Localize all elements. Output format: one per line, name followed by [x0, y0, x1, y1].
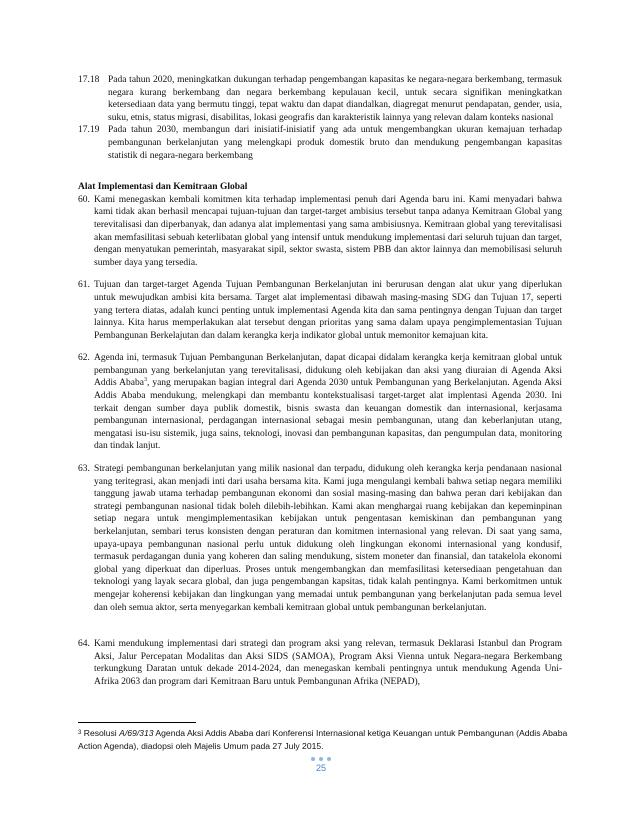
dot — [327, 757, 331, 761]
paragraph-64 — [78, 638, 562, 688]
paragraph-number: 62. — [78, 353, 90, 364]
paragraph-text: Strategi pembangunan berkelanjutan yang milik nasional dan terpadu, didukung oleh kerangka kerja pendanaan nasional yang teritegrasi, akan menjadi inti dari usaha bersama kita. Kami juga mengulangi kembali bahwa setiap negara memiliki tanggung jawab utama terhadap pembangunan ekonomi dan sosial masing-masing dan bahwa peran dari kebijakan dan strategi pembangunan nasional tidak boleh dilebih-lebihkan. Kami akan menghargai ruang kebijakan dan kepeminpinan setiap negara untuk mengimplementasikan kebijakan untuk pengentasan kemiskinan dan pembangunan yang berkelanjutan, sembari terus konsisten dengan peraturan dan komitmen internasional yang relevan. Di saat yang sama, upaya-upaya pembangunan nasional perlu untuk didukung oleh lingkungan ekonomi internasional yang kondusif, termasuk perdagangan dunia yang koheren dan saling mendukung, sistem moneter dan finansial, dan tatakelola ekonomi global yang diperkuat dan diperluas. Proses untuk mengembangkan dan memfasilitasi ketersediaan pengetahuan dan teknologi yang layak secara global, dan juga pengembangan kapsitas, tidak kalah pentingnya. Kami berkomitmen untuk mengejar koherensi kebijakan dan lingkungan yang memadai untuk pembangunan yang berkelanjutan pada semua level dan oleh semua aktor, serta menyegarkan kembali kemitraan global untuk pembangunan berkelanjutan. — [94, 464, 562, 613]
footnote-reference-code: A/69/313 — [119, 728, 154, 738]
item-text: Pada tahun 2020, meningkatkan dukungan terhadap pengembangan kapasitas ke negara-negara berkembang, termasuk negara kurang berkembang dan negara berkembang kepulauan kecil, untuk secara signifikan meningkatkan ketersediaan data yang bermutu tinggi, tepat waktu dan dapat diandalkan, diagregat menurut pendapatan, gender, usia, suku, etnis, status migrasi, disabilitas, lokasi geografis dan karakteristik lainnya yang relevan dalam konteks nasional — [108, 75, 562, 123]
paragraph-text-part-b: , yang merupakan bagian integral dari Agenda 2030 untuk Pembangunan yang Berkelanjutan. Agenda Aksi Addis Ababa mendukung, melengkapi dan membantu kontekstualisasi target-target alat implentasi Agenda 2030. Ini terkait dengan sumber daya publik domestik, bisnis swasta dan keuangan domestik dan internasional, kerjasama pembangunan internasional, perdagangan internasional sebagai mesin pembangunan, utang dan keberlanjutan utang, mengatasi isu-isu sistemik, juga sains, teknologi, inovasi dan pembangunan kapasitas, dan pengumpulan data, monitoring dan tindak lanjut. — [94, 378, 563, 452]
page-body — [78, 74, 562, 689]
paragraph-text — [94, 352, 562, 453]
item-text: Pada tahun 2030, membangun dari inisiatif-inisiatif yang ada untuk mengembangkan ukuran kemajuan terhadap pembangunan berkelanjutan yang melengkapi produk domestik bruto dan mendukung pengembangan kapasitas statistik di negara-negara berkembang — [108, 125, 562, 161]
paragraph-text: Kami mendukung implementasi dari strategi dan program aksi yang relevan, termasuk Deklarasi Istanbul dan Program Aksi, Jalur Percepatan Modalitas dan Aksi SIDS (SAMOA), Program Aksi Vienna untuk Negara-negara Berkembang terkungkung Daratan untuk dekade 2014-2024, dan menegaskan kembali pentingnya untuk mendukung Agenda Uni-Afrika 2063 dan program dari Kemitraan Baru untuk Pembangunan Afrika (NEPAD), — [94, 639, 562, 687]
item-number: 17.18 — [78, 75, 100, 85]
paragraph-number: 60. — [78, 194, 90, 205]
paragraph-63 — [78, 463, 562, 614]
dot — [319, 757, 323, 761]
paragraph-number: 63. — [78, 464, 90, 475]
page-number: 25 — [315, 763, 326, 773]
paragraph-text: Tujuan dan target-target Agenda Tujuan Pembangunan Berkelanjutan ini berurusan dengan alat ukur yang diperlukan untuk mewujudkan ambisi kita bersama. Target alat implementasi dibawah masing-masing SDG dan Tujuan 17, seperti yang tertera diatas, adalah kunci penting untuk implementasi Agenda kita dan sama pentingnya dengan Tujuan dan target lainnya. Kita harus memperlakukan alat tersebut dengan prioritas yang sama dalam upaya pengimplementasian Tujuan Pembangunan Berkelajutan dan dalam kerangka kerja indikator global untuk memonitor kemajuan kita. — [94, 280, 562, 341]
footnote-divider — [78, 722, 196, 723]
footnote — [78, 727, 568, 752]
paragraph-number: 61. — [78, 280, 90, 291]
paragraph-number: 64. — [78, 639, 90, 650]
paragraph-61 — [78, 279, 562, 342]
item-number: 17.19 — [78, 125, 100, 136]
target-17-18 — [78, 74, 562, 124]
paragraph-60 — [78, 194, 562, 270]
page-dots-icon — [309, 757, 333, 761]
paragraph-text: Kami menegaskan kembali komitmen kita terhadap implementasi penuh dari Agenda baru ini. Kami menyadari bahwa kami tidak akan berhasil mencapai tujuan-tujuan dan target-target ambisius tersebut tanpa adanya Kemitraan Global yang terevitalisasi dan diperbanyak, dan adanya alat implementasi yang sama ambisiusnya. Kemitraan global yang terevitalisasi akan memfasilitasi sebuah keterlibatan global yang intensif untuk mendukung implementasi dari seluruh tujuan dan target, dengan menyatukan pemerintah, masyarakat sipil, sektor swasta, sistem PBB dan aktor lainnya dan memobilisasi seluruh sumber daya yang tersedia. — [94, 194, 562, 268]
page-footer — [309, 757, 333, 773]
footnote-prefix: Resolusi — [83, 728, 120, 738]
dot — [311, 757, 315, 761]
target-17-19 — [78, 124, 562, 162]
footnote-text: Agenda Aksi Addis Ababa dari Konferensi Internasional ketiga Keuangan untuk Pembangunan (Addis Ababa Action Agenda), diadopsi oleh Majelis Umum pada 27 July 2015. — [78, 728, 568, 751]
section-title: Alat Implementasi dan Kemitraan Global — [78, 182, 248, 193]
paragraph-text-part-a: Agenda ini, termasuk Tujuan Pembangunan Berkelanjutan, dapat dicapai didalam kerangka kerja kemitraan global untuk pembangunan yang berkelanjutan yang terevitalisasi, didukung oleh kebijakan dan aksi yang diuraian di Agenda Aksi Addis Ababa — [94, 353, 562, 389]
paragraph-62 — [78, 352, 562, 453]
footnote-reference[interactable]: 3 — [143, 377, 147, 384]
footnote-number: 3 — [78, 730, 82, 736]
